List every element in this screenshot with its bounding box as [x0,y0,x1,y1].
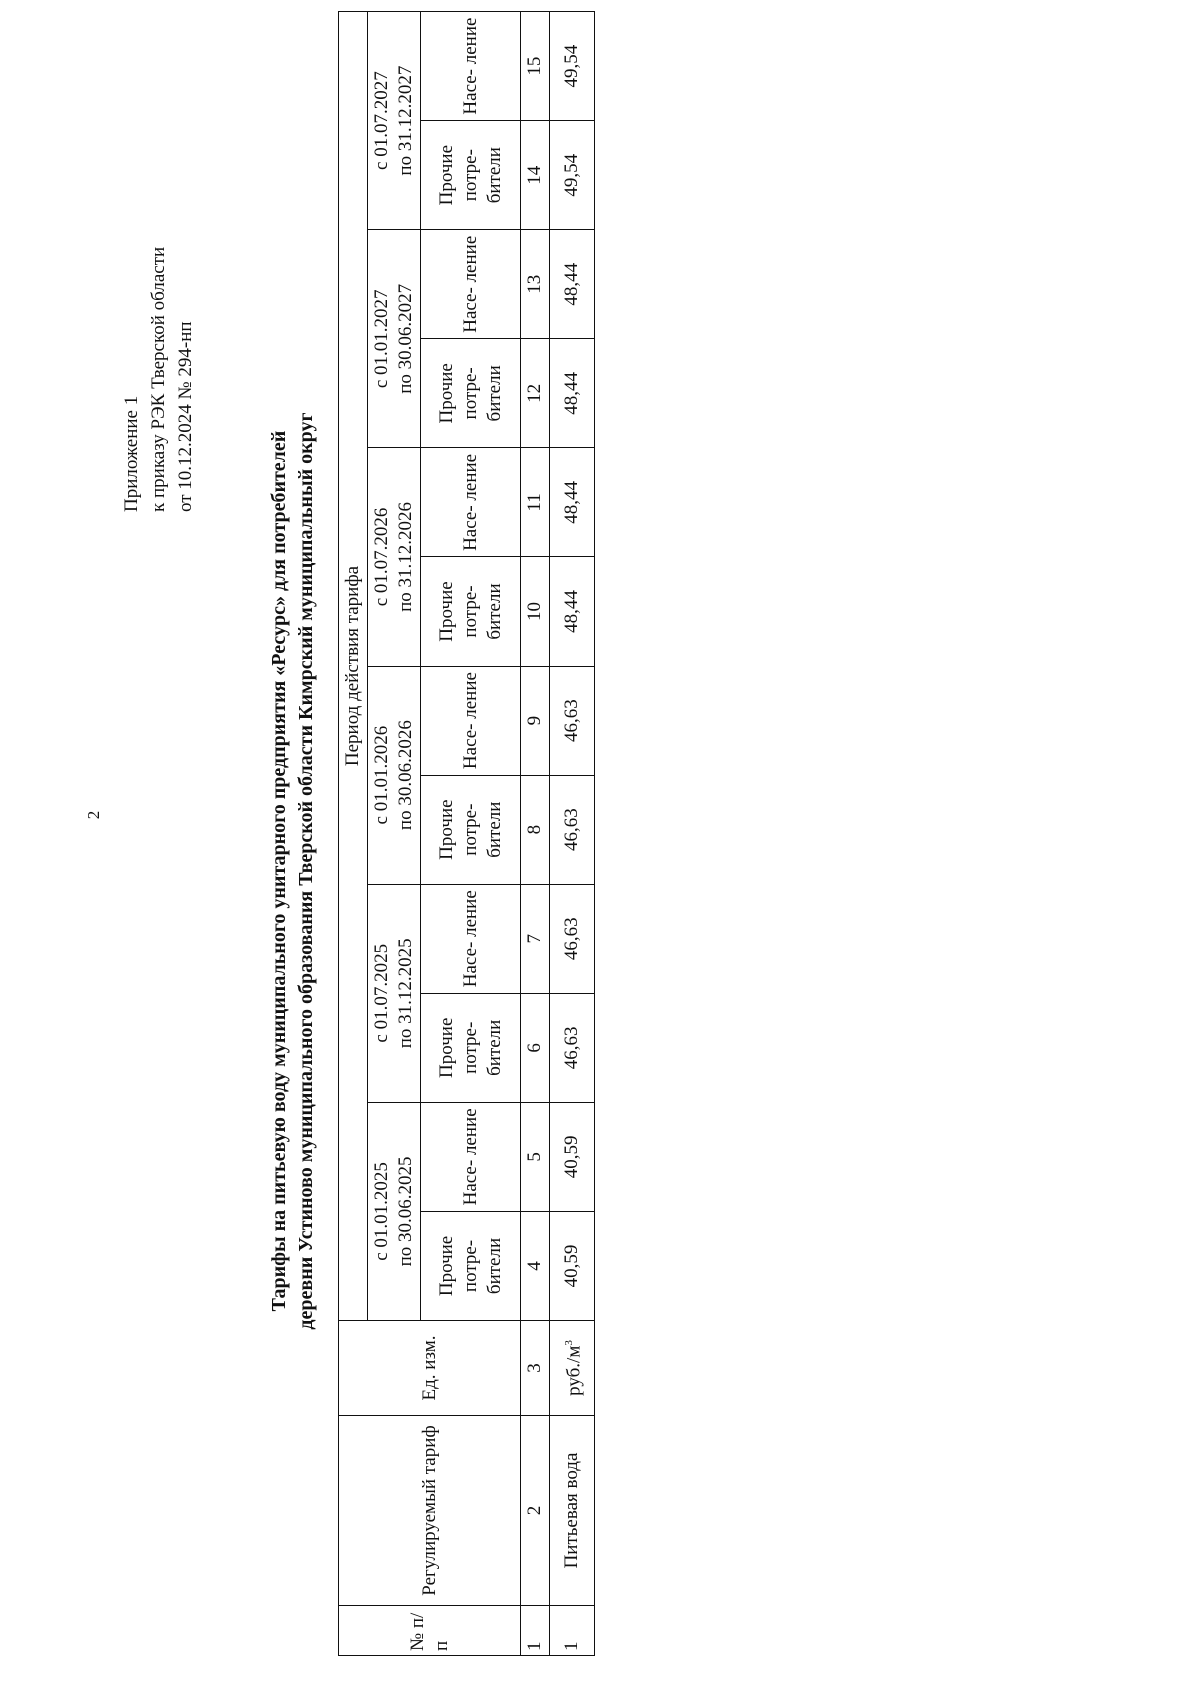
header-population: Насе- ление [421,12,521,121]
header-period-5: с 01.01.2027 по 30.06.2027 [368,230,421,448]
appendix-note [118,92,199,512]
appendix-line-3: от 10.12.2024 № 294-нп [175,321,196,512]
column-index: 7 [521,884,550,993]
header-period-2: с 01.07.2025 по 31.12.2025 [368,884,421,1102]
column-index-row [521,12,550,1656]
tariff-value: 46,63 [550,666,595,775]
title-line-2: деревни Устиново муниципального образования Тверской области Кимрский муниципальный округ [295,412,317,1330]
header-unit: Ед. изм. [339,1321,521,1416]
header-other-consumers: Прочие потре- бители [421,1211,521,1320]
header-period-1: с 01.01.2025 по 30.06.2025 [368,1102,421,1320]
column-index: 6 [521,993,550,1102]
document-title [266,306,320,1436]
header-period-6: с 01.07.2027 по 31.12.2027 [368,12,421,230]
row-tariff-name: Питьевая вода [550,1416,595,1606]
header-period-4: с 01.07.2026 по 31.12.2026 [368,448,421,666]
header-population: Насе- ление [421,230,521,339]
appendix-line-1: Приложение 1 [121,395,142,512]
tariff-value: 49,54 [550,12,595,121]
header-num: № п/п [339,1606,521,1656]
title-line-1: Тарифы на питьевую воду муниципального унитарного предприятия «Ресурс» для потребителей [268,430,290,1312]
column-index: 10 [521,557,550,666]
column-index: 2 [521,1416,550,1606]
row-num: 1 [550,1606,595,1656]
column-index: 1 [521,1606,550,1656]
tariff-value: 48,44 [550,448,595,557]
page-number: 2 [84,810,103,820]
header-other-consumers: Прочие потре- бители [421,557,521,666]
tariff-value: 46,63 [550,993,595,1102]
tariff-table [338,11,595,1656]
header-population: Насе- ление [421,1102,521,1211]
column-index: 4 [521,1211,550,1320]
header-population: Насе- ление [421,666,521,775]
tariff-value: 40,59 [550,1102,595,1211]
header-other-consumers: Прочие потре- бители [421,339,521,448]
tariff-value: 48,44 [550,557,595,666]
header-other-consumers: Прочие потре- бители [421,121,521,230]
column-index: 15 [521,12,550,121]
header-population: Насе- ление [421,448,521,557]
tariff-value: 49,54 [550,121,595,230]
tariff-value: 48,44 [550,230,595,339]
header-other-consumers: Прочие потре- бители [421,775,521,884]
header-tariff: Регулируемый тариф [339,1416,521,1606]
column-index: 8 [521,775,550,884]
header-other-consumers: Прочие потре- бители [421,993,521,1102]
header-population: Насе- ление [421,884,521,993]
column-index: 13 [521,230,550,339]
column-index: 14 [521,121,550,230]
column-index: 11 [521,448,550,557]
column-index: 3 [521,1321,550,1416]
tariff-value: 46,63 [550,884,595,993]
column-index: 9 [521,666,550,775]
column-index: 12 [521,339,550,448]
header-period-3: с 01.01.2026 по 30.06.2026 [368,666,421,884]
tariff-value: 48,44 [550,339,595,448]
tariff-value: 46,63 [550,775,595,884]
table-row [550,12,595,1656]
tariff-value: 40,59 [550,1211,595,1320]
appendix-line-2: к приказу РЭК Тверской области [148,246,169,512]
header-period: Период действия тарифа [339,12,368,1321]
column-index: 5 [521,1102,550,1211]
row-unit: $руб./м^3$ [550,1321,595,1416]
